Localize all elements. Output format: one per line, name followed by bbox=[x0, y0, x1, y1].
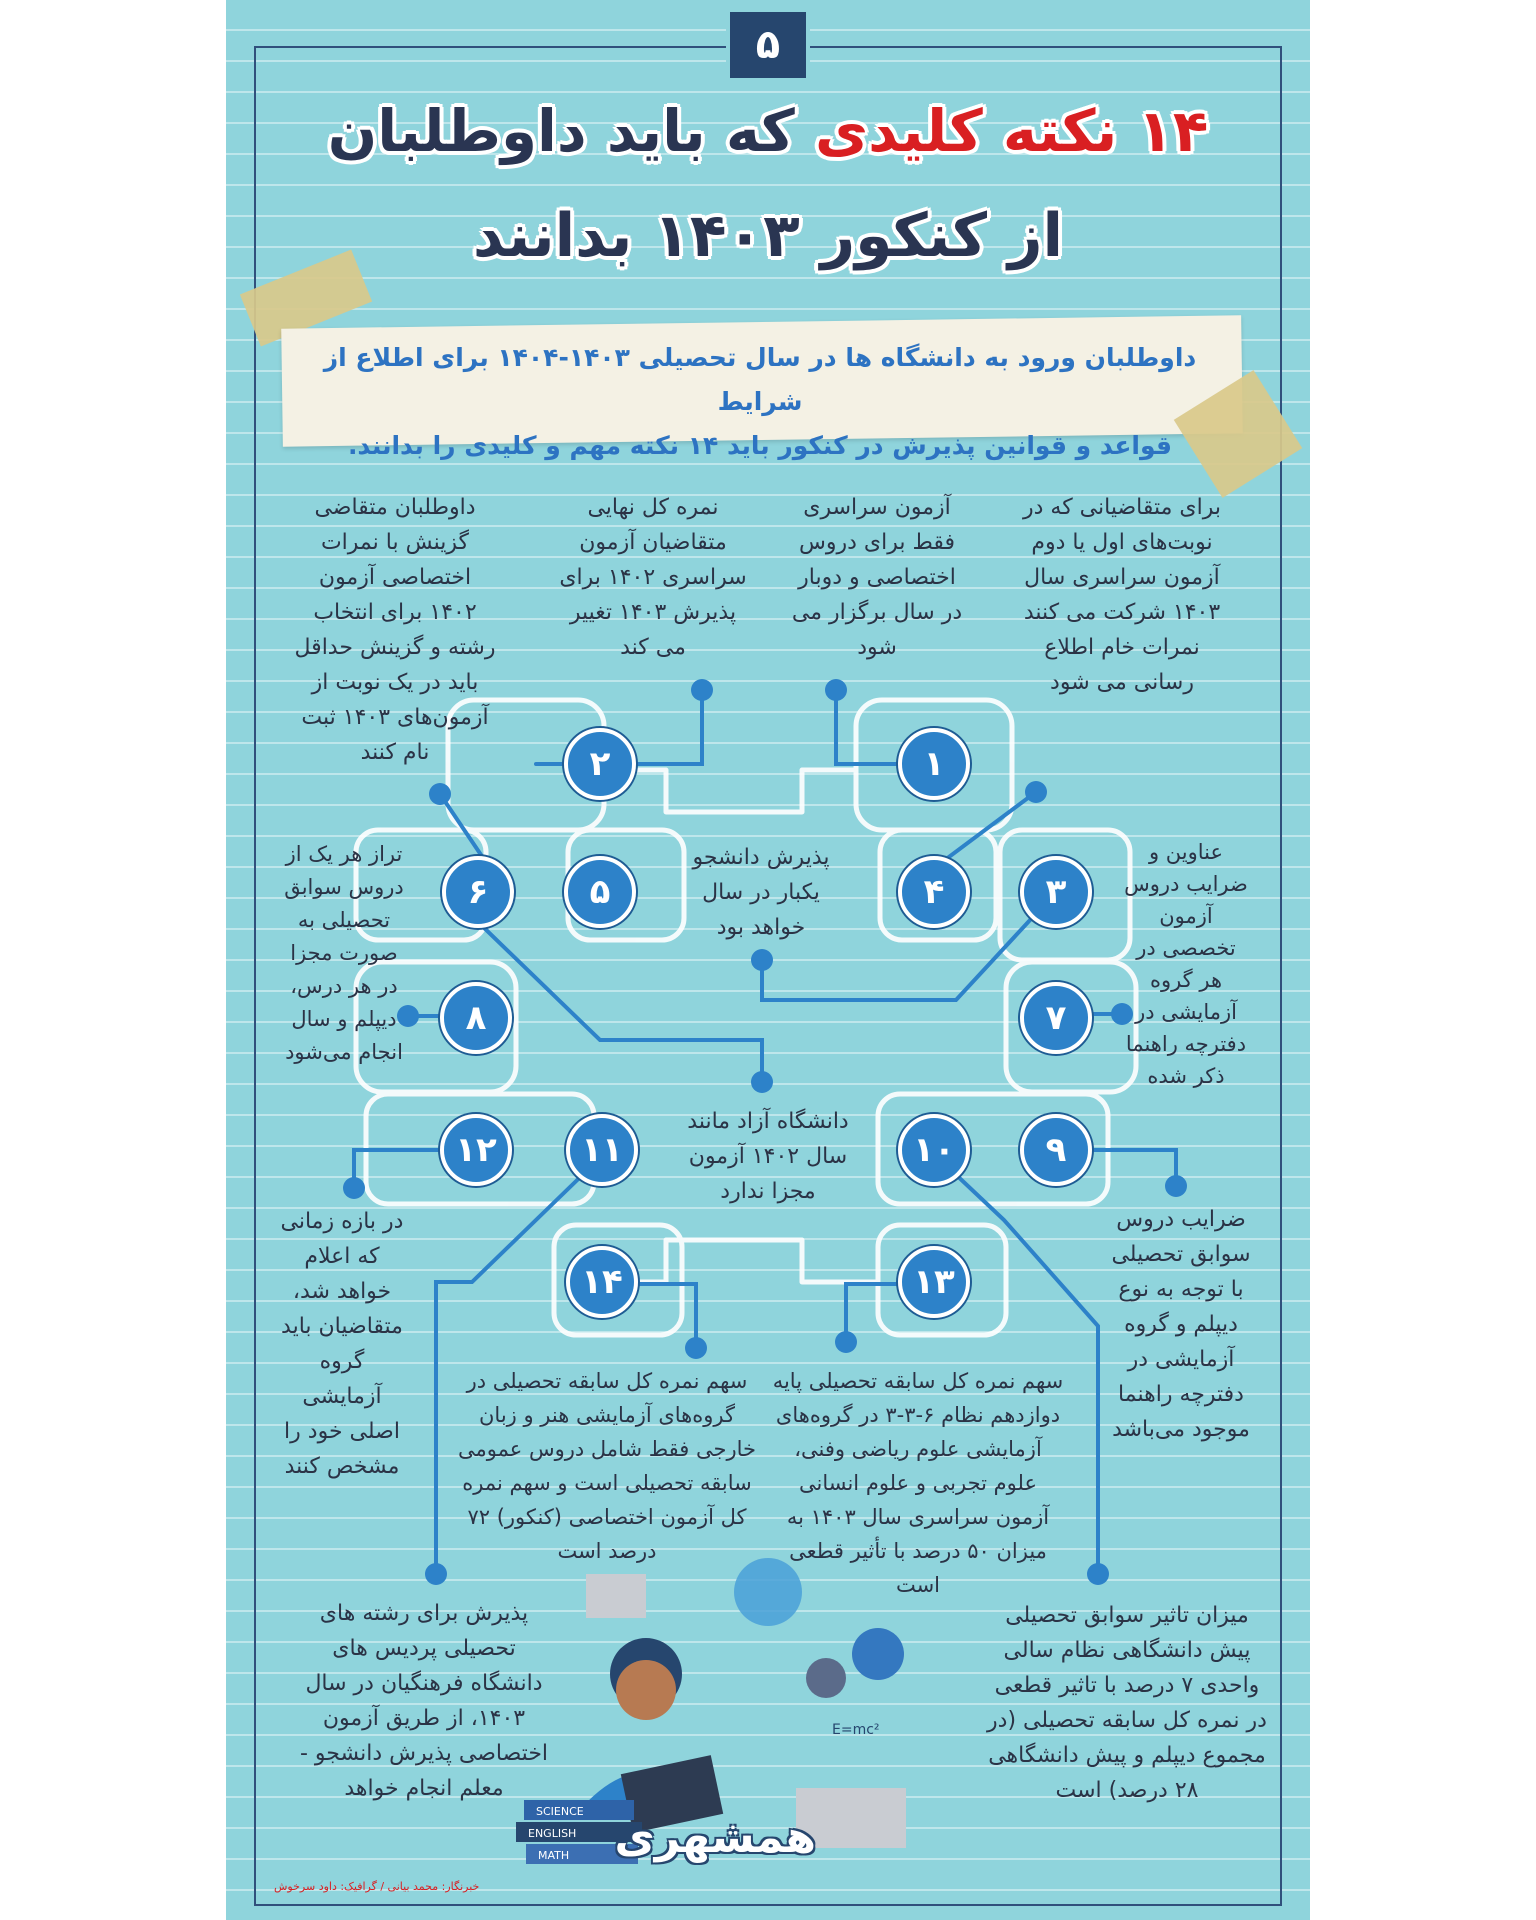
formula-label: E=mc² bbox=[832, 1722, 880, 1738]
frame-link-bottom bbox=[604, 1240, 878, 1282]
intro-line-1: داوطلبان ورود به دانشگاه ها در سال تحصیلی ۱۴۰۳-۱۴۰۴ برای اطلاع از شرایط bbox=[323, 343, 1197, 416]
credit-line: خبرنگار: محمد بیانی / گرافیک: داود سرخوش bbox=[274, 1880, 480, 1893]
intro-line-2: قواعد و قوانین پذیرش در کنکور باید ۱۴ نکته مهم و کلیدی را بدانند. bbox=[347, 431, 1173, 460]
badge-1: ۱ bbox=[898, 728, 970, 800]
book-science-label: SCIENCE bbox=[536, 1805, 584, 1818]
infographic-poster bbox=[226, 0, 1310, 1920]
note-6: پذیرش دانشجو یکبار در سال خواهد بود bbox=[692, 845, 830, 940]
note-7: تراز هر یک از دروس سوابق تحصیلی به صورت مجزا در هر درس، دیپلم و سال انجام می‌شود bbox=[284, 842, 404, 1064]
node-dot-9 bbox=[1165, 1175, 1187, 1197]
badge-10: ۱۰ bbox=[898, 1114, 970, 1186]
node-dot-4 bbox=[1025, 781, 1047, 803]
book-math-label: MATH bbox=[538, 1849, 570, 1862]
connector-6 bbox=[478, 922, 762, 1082]
brand-logo: همشهری bbox=[614, 1812, 816, 1863]
gear-icon bbox=[806, 1658, 846, 1698]
flask-icon bbox=[734, 1558, 802, 1626]
student-face bbox=[616, 1660, 676, 1720]
note-14: سهم نمره کل سابقه تحصیلی در گروه‌های آزمایشی هنر و زبان خارجی فقط شامل دروس عمومی سابقه تحصیلی است و سهم نمره کل آزمون اختصاصی (کنکور) ۷۲ درصد است bbox=[458, 1369, 756, 1563]
badge-13: ۱۳ bbox=[898, 1246, 970, 1318]
badge-4: ۴ bbox=[898, 856, 970, 928]
node-dot-10 bbox=[1087, 1563, 1109, 1585]
note-10: میزان تاثیر سوابق تحصیلی پیش دانشگاهی نظام سالی واحدی ۷ درصد با تاثیر قطعی در نمره کل سابقه تحصیلی (در مجموع دیپلم و پیش دانشگاهی ۲۸ درصد) است bbox=[987, 1603, 1267, 1803]
badge-14: ۱۴ bbox=[566, 1246, 638, 1318]
logo-digit: ۵ bbox=[755, 22, 781, 68]
node-dot-5 bbox=[429, 783, 451, 805]
note-5: داوطلبان متقاضی گزینش با نمرات اختصاصی آزمون ۱۴۰۲ برای انتخاب رشته و گزینش حداقل باید در یک نوبت از آزمون‌های ۱۴۰۳ ثبت نام کنند bbox=[294, 495, 496, 765]
node-dot-13 bbox=[835, 1331, 857, 1353]
note-2: نمره کل نهایی متقاضیان آزمون سراسری ۱۴۰۲ برای پذیرش ۱۴۰۳ تغییر می کند bbox=[559, 495, 747, 660]
badge-2: ۲ bbox=[564, 728, 636, 800]
node-dot-6 bbox=[751, 1071, 773, 1093]
badge-3: ۳ bbox=[1020, 856, 1092, 928]
badge-8: ۸ bbox=[440, 982, 512, 1054]
lightbulb-icon bbox=[852, 1628, 904, 1680]
note-11: پذیرش برای رشته های تحصیلی پردیس های دانشگاه فرهنگیان در سال ۱۴۰۳، از طریق آزمون اختصاصی پذیرش دانشجو - معلم انجام خواهد bbox=[299, 1601, 549, 1801]
frame-link-top bbox=[604, 770, 858, 812]
node-dot-2 bbox=[691, 679, 713, 701]
node-dot-12 bbox=[343, 1177, 365, 1199]
title-rest: که باید داوطلبان bbox=[327, 97, 815, 165]
lab-equipment bbox=[586, 1574, 646, 1618]
badge-9: ۹ bbox=[1020, 1114, 1092, 1186]
book-english-label: ENGLISH bbox=[528, 1827, 577, 1840]
node-dot-1 bbox=[825, 679, 847, 701]
node-dot-11 bbox=[425, 1563, 447, 1585]
note-4: برای متقاضیانی که در نوبت‌های اول یا دوم آزمون سراسری سال ۱۴۰۳ شرکت می کنند نمرات خام اطلاع رسانی می شود bbox=[1023, 495, 1221, 695]
title-line-2: از کنکور ۱۴۰۳ بدانند bbox=[472, 201, 1064, 271]
title-highlight: ۱۴ نکته کلیدی bbox=[814, 97, 1209, 165]
badge-11: ۱۱ bbox=[566, 1114, 638, 1186]
note-9: ضرایب دروس سوابق تحصیلی با توجه به نوع دیپلم و گروه آزمایشی در دفترچه راهنما موجود می‌باشد bbox=[1111, 1207, 1251, 1442]
badge-12: ۱۲ bbox=[440, 1114, 512, 1186]
badge-5: ۵ bbox=[564, 856, 636, 928]
node-dot-3 bbox=[751, 949, 773, 971]
note-8: دانشگاه آزاد مانند سال ۱۴۰۲ آزمون مجزا ندارد bbox=[687, 1109, 849, 1204]
note-12: در بازه زمانی که اعلام خواهد شد، متقاضیان باید گروه آزمایشی اصلی خود را مشخص کنند bbox=[280, 1209, 404, 1479]
node-dot-14 bbox=[685, 1337, 707, 1359]
note-1: آزمون سراسری فقط برای دروس اختصاصی و دوبار در سال برگزار می شود bbox=[791, 495, 963, 660]
badge-6: ۶ bbox=[442, 856, 514, 928]
note-3: عناوین و ضرایب دروس آزمون تخصصی در هر گروه آزمایشی در دفترچه راهنما ذکر شده bbox=[1124, 840, 1248, 1088]
note-13: سهم نمره کل سابقه تحصیلی پایه دوازدهم نظام ۶-۳-۳ در گروه‌های آزمایشی علوم ریاضی وفنی، علوم تجربی و علوم انسانی آزمون سراسری سال ۱۴۰۳ به میزان ۵۰ درصد با تأثیر قطعی است bbox=[772, 1369, 1064, 1597]
badge-7: ۷ bbox=[1020, 982, 1092, 1054]
